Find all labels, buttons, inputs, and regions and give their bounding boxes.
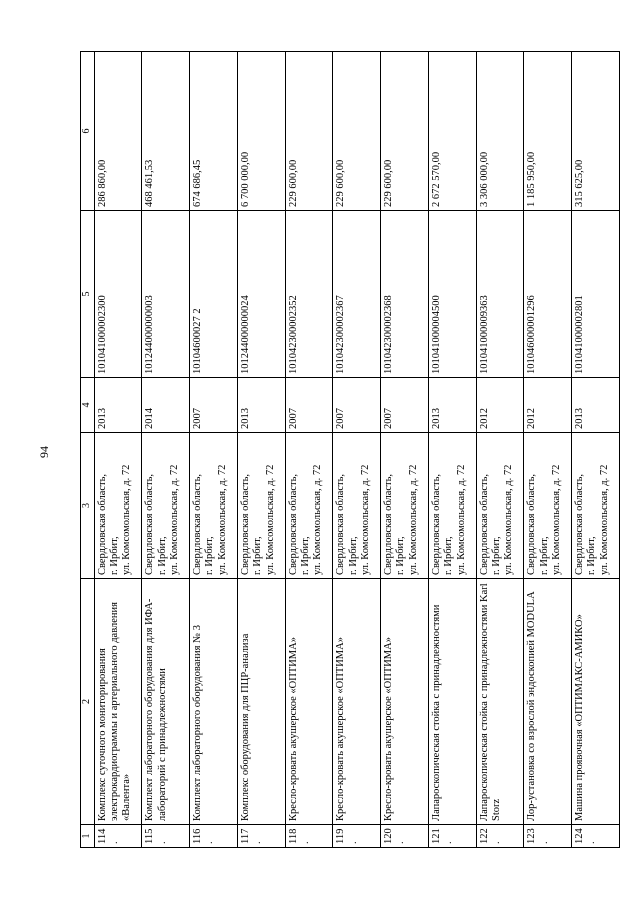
cost-cell: 2 672 570,00 xyxy=(428,52,476,211)
row-number-cell: 122. xyxy=(476,825,524,848)
rotated-table-wrapper xyxy=(80,52,620,848)
table-row xyxy=(94,52,142,848)
address-line: г. Ирбит, xyxy=(347,536,359,575)
table-row xyxy=(285,52,333,848)
row-number-cell: 115. xyxy=(142,825,190,848)
address-line: Свердловская область, xyxy=(383,473,395,575)
address-cell xyxy=(190,433,238,579)
address-cell xyxy=(285,433,333,579)
cost-cell: 1 185 950,00 xyxy=(524,52,572,211)
row-number-cell: 114. xyxy=(94,825,142,848)
address-line: г. Ирбит, xyxy=(204,536,216,575)
row-number-cell: 121. xyxy=(428,825,476,848)
asset-register-table xyxy=(80,51,620,848)
asset-name-cell: Кресло-кровать акушерское «ОПТИМА» xyxy=(381,579,429,825)
inventory-number-cell: 101046000001296 xyxy=(524,211,572,378)
inventory-number-cell: 101041000009363 xyxy=(476,211,524,378)
year-cell: 2014 xyxy=(142,378,190,433)
address-line: ул. Комсомольская, д. 72 xyxy=(551,464,563,575)
inventory-number-cell: 10104600027 2 xyxy=(190,211,238,378)
address-line: г. Ирбит, xyxy=(108,536,120,575)
address-line: ул. Комсомольская, д. 72 xyxy=(360,464,372,575)
address-cell xyxy=(476,433,524,579)
table-body xyxy=(81,52,620,848)
header-cell-4: 4 xyxy=(81,378,95,433)
cost-cell: 6 700 000,00 xyxy=(237,52,285,211)
asset-name-cell: Комплект лабораторного оборудования № 3 xyxy=(190,579,238,825)
asset-name-cell: Комплекс суточного мониторирования электрокардиограммы и артериального давления «Валента» xyxy=(94,579,142,825)
address-line: ул. Комсомольская, д. 72 xyxy=(407,464,419,575)
address-cell xyxy=(142,433,190,579)
address-line: ул. Комсомольская, д. 72 xyxy=(216,464,228,575)
asset-name-cell: Кресло-кровать акушерское «ОПТИМА» xyxy=(285,579,333,825)
header-cell-1: 1 xyxy=(81,825,95,848)
year-cell: 2013 xyxy=(237,378,285,433)
row-number-cell: 117. xyxy=(237,825,285,848)
address-line: ул. Комсомольская, д. 72 xyxy=(503,464,515,575)
table-row xyxy=(237,52,285,848)
address-line: г. Ирбит, xyxy=(443,536,455,575)
asset-name-cell: Лапароскопическая стойка с принадлежностями Karl Storz xyxy=(476,579,524,825)
address-line: г. Ирбит, xyxy=(395,536,407,575)
header-row xyxy=(81,52,95,848)
address-line: Свердловская область, xyxy=(430,473,442,575)
asset-name-cell: Комплекс оборудования для ПЦР-анализа xyxy=(237,579,285,825)
address-cell xyxy=(524,433,572,579)
table-row xyxy=(524,52,572,848)
table-row xyxy=(572,52,620,848)
address-cell xyxy=(94,433,142,579)
cost-cell: 674 686,45 xyxy=(190,52,238,211)
asset-name-cell: Лор-установка со взрослой эндоскопией MODULA xyxy=(524,579,572,825)
row-number-cell: 120. xyxy=(381,825,429,848)
address-line: ул. Комсомольская, д. 72 xyxy=(121,464,133,575)
cost-cell: 468 461,53 xyxy=(142,52,190,211)
address-cell xyxy=(428,433,476,579)
table-row xyxy=(142,52,190,848)
address-cell xyxy=(333,433,381,579)
inventory-number-cell: 101042300002367 xyxy=(333,211,381,378)
cost-cell: 229 600,00 xyxy=(381,52,429,211)
row-number-cell: 119. xyxy=(333,825,381,848)
address-line: Свердловская область, xyxy=(239,473,251,575)
year-cell: 2007 xyxy=(381,378,429,433)
address-line: ул. Комсомольская, д. 72 xyxy=(169,464,181,575)
year-cell: 2012 xyxy=(524,378,572,433)
address-cell xyxy=(381,433,429,579)
asset-name-cell: Лапароскопическая стойка с принадлежностями xyxy=(428,579,476,825)
address-line: г. Ирбит, xyxy=(538,536,550,575)
row-number-cell: 118. xyxy=(285,825,333,848)
cost-cell: 3 306 000,00 xyxy=(476,52,524,211)
address-line: Свердловская область, xyxy=(287,473,299,575)
row-number-cell: 116. xyxy=(190,825,238,848)
address-line: г. Ирбит, xyxy=(586,536,598,575)
inventory-number-cell: 101041000002801 xyxy=(572,211,620,378)
address-line: ул. Комсомольская, д. 72 xyxy=(264,464,276,575)
year-cell: 2013 xyxy=(94,378,142,433)
table-row xyxy=(381,52,429,848)
inventory-number-cell: 101042300002352 xyxy=(285,211,333,378)
cost-cell: 229 600,00 xyxy=(285,52,333,211)
year-cell: 2012 xyxy=(476,378,524,433)
inventory-number-cell: 101042300002368 xyxy=(381,211,429,378)
row-number-cell: 123. xyxy=(524,825,572,848)
address-cell xyxy=(237,433,285,579)
address-line: Свердловская область, xyxy=(96,473,108,575)
address-line: ул. Комсомольская, д. 72 xyxy=(455,464,467,575)
row-number-cell: 124. xyxy=(572,825,620,848)
table-row xyxy=(428,52,476,848)
year-cell: 2007 xyxy=(190,378,238,433)
inventory-number-cell: 101041000004500 xyxy=(428,211,476,378)
address-line: Свердловская область, xyxy=(574,473,586,575)
header-cell-5: 5 xyxy=(81,211,95,378)
cost-cell: 315 625,00 xyxy=(572,52,620,211)
inventory-number-cell: 101244000000003 xyxy=(142,211,190,378)
address-line: ул. Комсомольская, д. 72 xyxy=(598,464,610,575)
address-line: г. Ирбит, xyxy=(252,536,264,575)
page-number: 94 xyxy=(37,446,51,458)
asset-name-cell: Кресло-кровать акушерское «ОПТИМА» xyxy=(333,579,381,825)
address-line: г. Ирбит, xyxy=(156,536,168,575)
address-line: ул. Комсомольская, д. 72 xyxy=(312,464,324,575)
table-row xyxy=(190,52,238,848)
address-line: Свердловская область, xyxy=(526,473,538,575)
year-cell: 2013 xyxy=(428,378,476,433)
address-line: г. Ирбит, xyxy=(490,536,502,575)
table-row xyxy=(476,52,524,848)
table-row xyxy=(333,52,381,848)
address-line: г. Ирбит, xyxy=(299,536,311,575)
address-cell xyxy=(572,433,620,579)
asset-name-cell: Машина проявочная «ОПТИМАКС-АМИКО» xyxy=(572,579,620,825)
address-line: Свердловская область, xyxy=(144,473,156,575)
address-line: Свердловская область, xyxy=(192,473,204,575)
inventory-number-cell: 101244000000024 xyxy=(237,211,285,378)
year-cell: 2013 xyxy=(572,378,620,433)
address-line: Свердловская область, xyxy=(478,473,490,575)
header-cell-6: 6 xyxy=(81,52,95,211)
address-line: Свердловская область, xyxy=(335,473,347,575)
cost-cell: 286 860,00 xyxy=(94,52,142,211)
header-cell-3: 3 xyxy=(81,433,95,579)
asset-name-cell: Комплект лабораторного оборудования для ИФА-лабораторий с принадлежностями xyxy=(142,579,190,825)
header-cell-2: 2 xyxy=(81,579,95,825)
year-cell: 2007 xyxy=(285,378,333,433)
inventory-number-cell: 101041000002300 xyxy=(94,211,142,378)
cost-cell: 229 600,00 xyxy=(333,52,381,211)
year-cell: 2007 xyxy=(333,378,381,433)
